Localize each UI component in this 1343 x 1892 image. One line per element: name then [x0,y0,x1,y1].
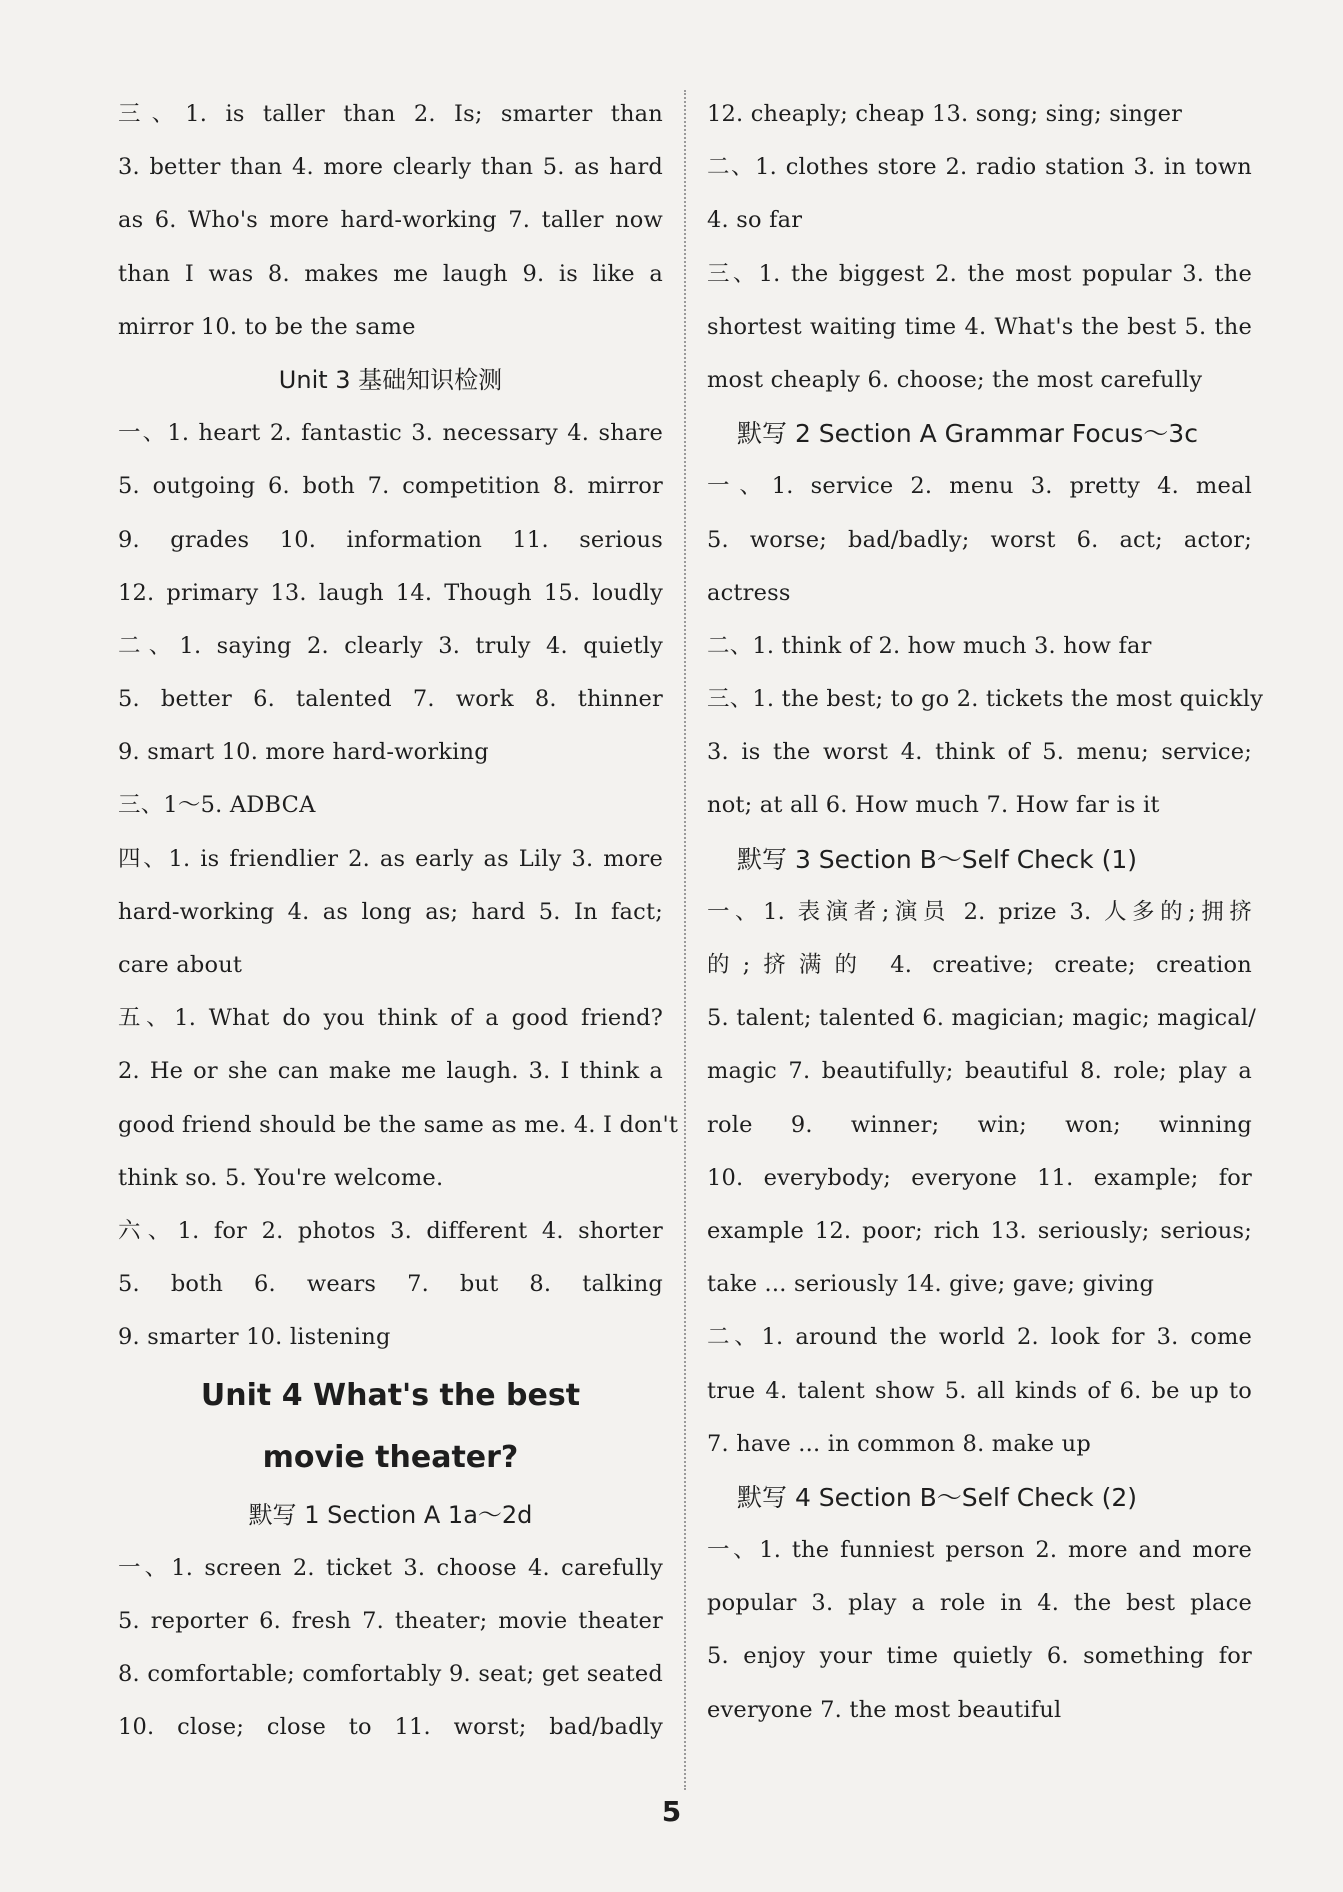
answer-line: actress [707,579,791,606]
answer-line: 5. worse; bad/badly; worst 6. act; actor; [707,526,1252,553]
answer-line: 六、1. for 2. photos 3. different 4. shorter [118,1217,663,1244]
unit-title: movie theater? [262,1439,519,1475]
answer-line: 2. He or she can make me laugh. 3. I think a [118,1058,663,1085]
answer-line: 二、1. around the world 2. look for 3. come [707,1324,1252,1351]
section-heading: 默写 1 Section A 1a～2d [248,1500,533,1529]
answer-line: true 4. talent show 5. all kinds of 6. be up to [707,1377,1252,1404]
answer-line: most cheaply 6. choose; the most carefully [707,366,1203,393]
answer-line: take ... seriously 14. give; gave; giving [707,1271,1155,1298]
answer-line: example 12. poor; rich 13. seriously; serious; [707,1217,1252,1244]
answer-line: as 6. Who's more hard-working 7. taller now [118,207,663,234]
answer-line: care about [118,952,243,978]
answer-line: 五、1. What do you think of a good friend? [118,1005,663,1032]
answer-line: 9. smarter 10. listening [118,1324,391,1351]
column-divider [684,90,686,1790]
answer-line: 一、1. 表演者;演员 2. prize 3. 人多的;拥挤 [707,898,1252,925]
answer-line: mirror 10. to be the same [118,313,416,340]
answer-line: 8. comfortable; comfortably 9. seat; get seated [118,1661,663,1688]
answer-line: 9. grades 10. information 11. serious [118,526,663,553]
answer-line: 一、1. heart 2. fantastic 3. necessary 4. share [118,420,663,447]
answer-line: 5. reporter 6. fresh 7. theater; movie theater [118,1607,663,1634]
answer-line: 9. smart 10. more hard-working [118,739,489,766]
answer-line: 5. talent; talented 6. magician; magic; magical/ [707,1005,1257,1032]
answer-line: 5. better 6. talented 7. work 8. thinner [118,686,663,713]
answer-line: 二、1. clothes store 2. radio station 3. in town [707,154,1252,181]
answer-line: 一、1. service 2. menu 3. pretty 4. meal [707,473,1252,500]
answer-line: 12. primary 13. laugh 14. Though 15. loudly [118,579,663,606]
left-column [118,88,679,1754]
answer-line: 12. cheaply; cheap 13. song; sing; singer [707,101,1183,127]
answer-line: 三、1. is taller than 2. Is; smarter than [118,101,663,127]
answer-line: popular 3. play a role in 4. the best place [707,1590,1252,1617]
answer-line: 3. better than 4. more clearly than 5. as hard [118,154,663,181]
answer-line: 三、1～5. ADBCA [118,792,316,819]
answer-line: 三、1. the best; to go 2. tickets the most quickly [707,686,1264,713]
unit-title: Unit 4 What's the best [200,1377,581,1413]
answer-line: 7. have ... in common 8. make up [707,1430,1091,1457]
answer-line: 的;挤满的 4. creative; create; creation [707,952,1252,978]
answer-line: than I was 8. makes me laugh 9. is like a [118,260,663,287]
answer-line: 5. enjoy your time quietly 6. something for [707,1643,1252,1670]
answer-line: magic 7. beautifully; beautiful 8. role; play a [707,1058,1252,1085]
answer-line: 三、1. the biggest 2. the most popular 3. the [707,260,1252,287]
answer-line: 4. so far [707,207,803,234]
answer-line: shortest waiting time 4. What's the best 5. the [707,313,1252,340]
section-heading: 默写 4 Section B～Self Check (2) [737,1482,1137,1512]
answer-line: not; at all 6. How much 7. How far is it [707,792,1160,819]
answer-line: 一、1. the funniest person 2. more and more [707,1537,1252,1564]
answer-line: everyone 7. the most beautiful [707,1696,1062,1723]
answer-line: 3. is the worst 4. think of 5. menu; service; [707,739,1252,766]
answer-line: think so. 5. You're welcome. [118,1164,444,1191]
page-number: 5 [661,1795,682,1828]
section-heading: Unit 3 基础知识检测 [278,365,503,394]
answer-line: 10. close; close to 11. worst; bad/badly [118,1714,663,1741]
answer-line: 四、1. is friendlier 2. as early as Lily 3. more [118,845,663,872]
answer-line: good friend should be the same as me. 4. I don't [118,1111,679,1138]
answer-line: 一、1. screen 2. ticket 3. choose 4. carefully [118,1554,663,1581]
answer-line: hard-working 4. as long as; hard 5. In fact; [118,898,663,925]
answer-line: role 9. winner; win; won; winning [707,1111,1252,1138]
answer-line: 二、1. saying 2. clearly 3. truly 4. quietly [118,632,663,659]
section-heading: 默写 3 Section B～Self Check (1) [737,844,1137,874]
answer-line: 二、1. think of 2. how much 3. how far [707,632,1152,659]
answer-line: 5. both 6. wears 7. but 8. talking [118,1271,663,1298]
answer-line: 5. outgoing 6. both 7. competition 8. mirror [118,473,663,500]
answer-line: 10. everybody; everyone 11. example; for [707,1164,1252,1191]
section-heading: 默写 2 Section A Grammar Focus～3c [737,419,1198,449]
right-column [707,88,1264,1737]
